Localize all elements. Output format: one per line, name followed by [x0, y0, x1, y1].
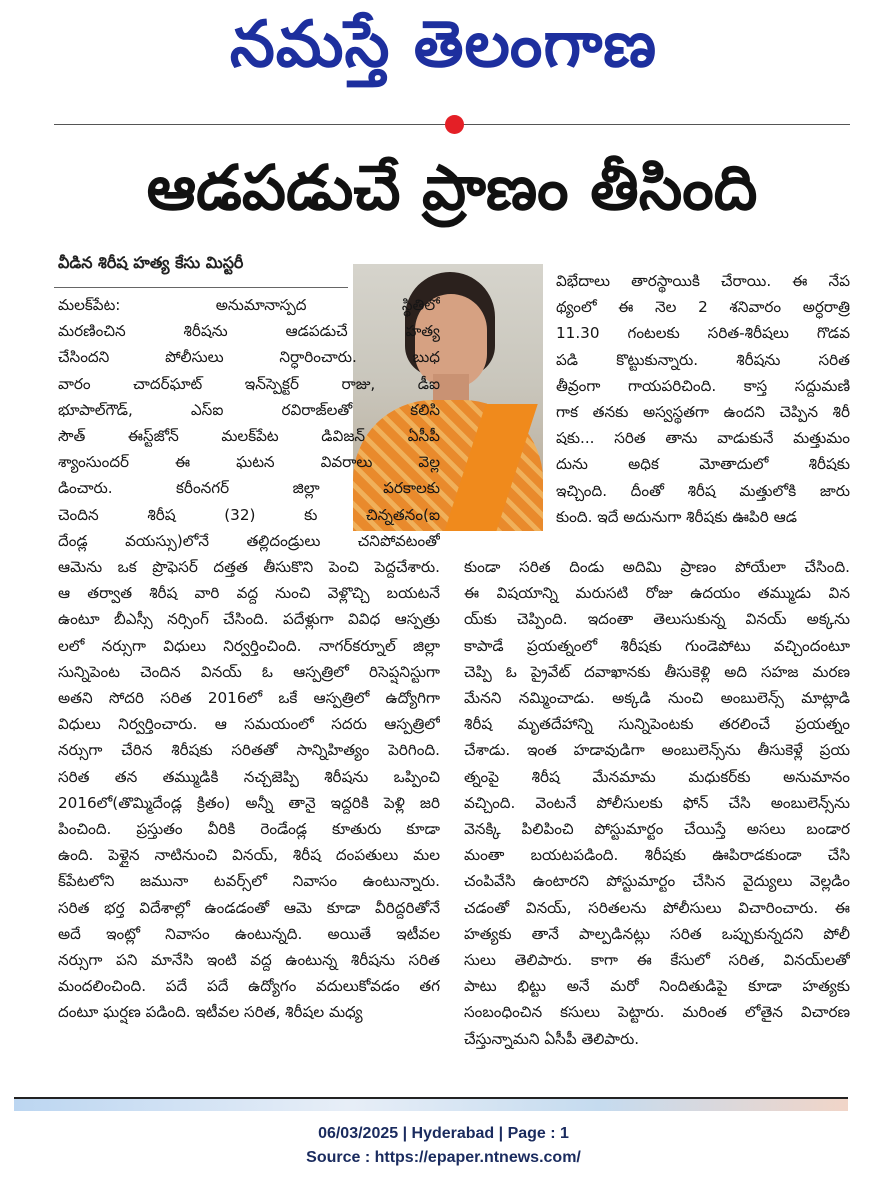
text-line: దును అధిక మోతాదులో శిరీషకు	[556, 455, 850, 474]
text-line: చేశాడు. ఇంత హడావుడిగా అంబులెన్స్‌ను తీసుకెళ్లే ప్రయ	[464, 741, 850, 760]
text-line: నర్సుగా చేరిన శిరీషకు సరితతో సాన్నిహిత్యం పెరిగింది.	[58, 741, 440, 760]
text-line: డించారు. కరీంనగర్ జిల్లా పరకాలకు	[58, 479, 440, 498]
text-line: త్నంపై శిరీష మేనమామ మధుకర్‌కు అనుమానం	[464, 767, 850, 786]
article-column-right-bottom	[464, 554, 850, 1052]
text-line: కాపాడే ప్రయత్నంలో శిరీషకు గుండెపోటు వచ్చిందంటూ	[464, 636, 850, 655]
text-line: భూపాల్‌గౌడ్, ఎస్‌ఐ రవిరాజ్‌లతో కలిసి	[58, 400, 440, 419]
text-line: విభేదాలు తారస్థాయికి చేరాయి. ఈ నేప	[556, 272, 850, 290]
masthead-logo: నమస్తే తెలంగాణ	[229, 8, 658, 82]
article-kicker: వీడిన శిరీష హత్య కేసు మిస్టరీ	[58, 253, 244, 272]
text-line: పడి కొట్టుకున్నారు. శిరీషను సరిత	[556, 350, 850, 369]
text-line: మలక్‌పేట: అనుమానాస్పద స్థితిలో	[58, 296, 440, 314]
text-line: వెనక్కి పిలిపించి పోస్టుమార్టం చేయిస్తే అసలు బండార	[464, 820, 850, 839]
text-line: అదే ఇంట్లో నివాసం ఉంటున్నది. అయితే ఇటీవల	[58, 924, 440, 943]
text-line: దంటూ ఘర్షణ పడింది. ఇటీవల సరిత, శిరీషల మధ్య	[58, 1003, 363, 1022]
article-column-left	[58, 292, 440, 1026]
text-line: కుండా సరిత దిండు అదిమి ప్రాణం పోయేలా చేసింది.	[464, 558, 850, 576]
text-line: షకు... సరిత తాను వాడుకునే మత్తుమం	[556, 429, 850, 448]
footer-date-page: 06/03/2025 | Hyderabad | Page : 1	[318, 1125, 569, 1142]
text-line: సంబంధించిన కసులు పెట్టారు. మరింత లోతైన విచారణ	[464, 1003, 850, 1022]
text-line: లలో నర్సుగా విధులు నిర్వర్తించింది. నాగర్‌కర్నూల్ జిల్లా	[58, 636, 440, 655]
text-line: య్‌కు చెప్పింది. ఇదంతా తెలుసుకున్న వినయ్ అక్కను	[464, 610, 850, 629]
text-line: సరిత భర్త విదేశాల్లో ఉండడంతో ఆమె కూడా వీరిద్దరితోనే	[58, 898, 440, 917]
text-line: సులు తెలిపారు. కాగా ఈ కేసులో సరిత, వినయ్‌లతో	[464, 951, 850, 970]
bottom-rule	[14, 1097, 848, 1099]
text-line: ఈ విషయాన్ని మరుసటి రోజు ఉదయం తమ్ముడు విన	[464, 584, 850, 603]
text-line: వచ్చింది. వెంటనే పోలీసులకు ఫోన్ చేసి అంబులెన్స్‌ను	[464, 793, 850, 812]
text-line: పించింది. ప్రస్తుతం వీరికి రెండేండ్ల కూతురు కూడా	[58, 820, 440, 839]
text-line: శ్యాంసుందర్ ఈ ఘటన వివరాలు వెల్ల	[58, 453, 440, 472]
text-line: మరణించిన శిరీషను ఆడపడుచే హత్య	[58, 322, 440, 341]
article-headline: ఆడపడుచే ప్రాణం తీసింది	[146, 151, 758, 224]
text-line: శిరీష మృతదేహాన్ని సున్నిపెంటకు తరలించే ప్రయత్నం	[464, 715, 850, 734]
text-line: సరిత తన తమ్ముడికి నచ్చజెప్పి శిరీషను ఒప్పించి	[58, 767, 440, 786]
text-line: ఉంది. పెళ్లైన నాటినుంచి వినయ్, శిరీష దంపతులు మల	[58, 846, 440, 865]
masthead	[0, 0, 887, 90]
text-line: 11.30 గంటలకు సరిత-శిరీషలు గొడవ	[556, 324, 850, 343]
text-line: గాక తనకు అస్వస్థతగా ఉందని చెప్పిన శిరీ	[556, 403, 850, 422]
text-line: ఉంటూ బీఎస్సీ నర్సింగ్ చేసింది. పదేళ్లుగా వివిధ ఆస్పత్రు	[58, 610, 440, 629]
text-line: చెప్పి ఓ ప్రైవేట్ దవాఖానకు తీసుకెళ్లి అది సహజ మరణ	[464, 662, 850, 681]
text-line: సున్నిపెంట చెందిన వినయ్ ఓ ఆస్పత్రిలో రిసెప్షనిస్టుగా	[58, 662, 440, 681]
text-line: మేనని నమ్మించాడు. అక్కడి నుంచి అంబులెన్స్ మాట్లాడి	[464, 689, 850, 708]
text-line: కుంది. ఇదే అదునుగా శిరీషకు ఊపిరి ఆడ	[556, 507, 797, 526]
next-article-strip	[14, 1097, 848, 1111]
text-line: అతని సోదరి సరిత 2016లో ఒకే ఆస్పత్రిలో ఉద్యోగిగా	[58, 689, 440, 708]
text-line: సౌత్ ఈస్ట్‌జోన్ మలక్‌పేట డివిజన్ ఏసీపీ	[58, 427, 440, 446]
text-line: మంతా బయటపడింది. శిరీషకు ఊపిరాడకుండా చేసి	[464, 846, 850, 865]
text-line: హత్యకు తానే పాల్పడినట్లు సరిత ఒప్పుకున్నదని పోలీ	[464, 924, 850, 943]
footer-source: Source : https://epaper.ntnews.com/	[306, 1149, 581, 1166]
text-line: తీవ్రంగా గాయపరిచింది. కాస్త సద్దుమణి	[556, 376, 850, 395]
text-line: చేసిందని పోలీసులు నిర్ధారించారు. బుధ	[58, 348, 440, 367]
kicker-rule	[54, 287, 348, 288]
text-line: ఆమెను ఒక ప్రొఫెసర్ దత్తత తీసుకొని పెంచి పెద్దచేశారు.	[58, 558, 440, 577]
text-line: చడంతో వినయ్, సరితలను పోలీసులు విచారించారు. ఈ	[464, 898, 850, 917]
text-line: ఆ తర్వాత శిరీష వారి వద్ద నుంచి వెళ్లొచ్చి బయటనే	[58, 584, 440, 603]
text-line: చేస్తున్నామని ఏసీపీ తెలిపారు.	[464, 1029, 640, 1048]
article-column-right-top	[556, 268, 850, 530]
text-line: 2016లో(తొమ్మిదేండ్ల క్రితం) అన్నీ తానై ఇద్దరికి పెళ్లి జరి	[58, 793, 440, 812]
text-line: క్‌పేటలోని జమునా టవర్స్‌లో నివాసం ఉంటున్నారు.	[58, 872, 440, 891]
text-line: చంపివేసి ఉంటారని పోస్టుమార్టం చేసిన వైద్యులు వెల్లడిం	[464, 872, 850, 891]
text-line: నర్సుగా పని మానేసి ఇంటి వద్ద ఉంటున్న శిరీషను సరిత	[58, 951, 440, 970]
red-dot-icon	[445, 115, 464, 134]
text-line: ఇచ్చింది. దీంతో శిరీష మత్తులోకి జారు	[556, 481, 850, 500]
text-line: పాటు భిట్టు అనే మరో నిందితుడిపై కూడా హత్యకు	[464, 977, 850, 996]
text-line: థ్యంలో ఈ నెల 2 శనివారం అర్ధరాత్రి	[556, 298, 850, 317]
text-line: దేండ్ల వయస్సు)లోనే తల్లిదండ్రులు చనిపోవటంతో	[58, 531, 440, 550]
text-line: విధులు నిర్వర్తించారు. ఆ సమయంలో సదరు ఆస్పత్రిలో	[58, 715, 440, 734]
text-line: చెందిన శిరీష (32) కు చిన్నతనం(ఐ	[58, 505, 440, 524]
text-line: మందలించింది. పదే పదే ఉద్యోగం వదులుకోవడం తగ	[58, 977, 440, 996]
text-line: వారం చాదర్‌ఘాట్ ఇన్‌స్పెక్టర్ రాజు, డీఐ	[58, 374, 440, 393]
